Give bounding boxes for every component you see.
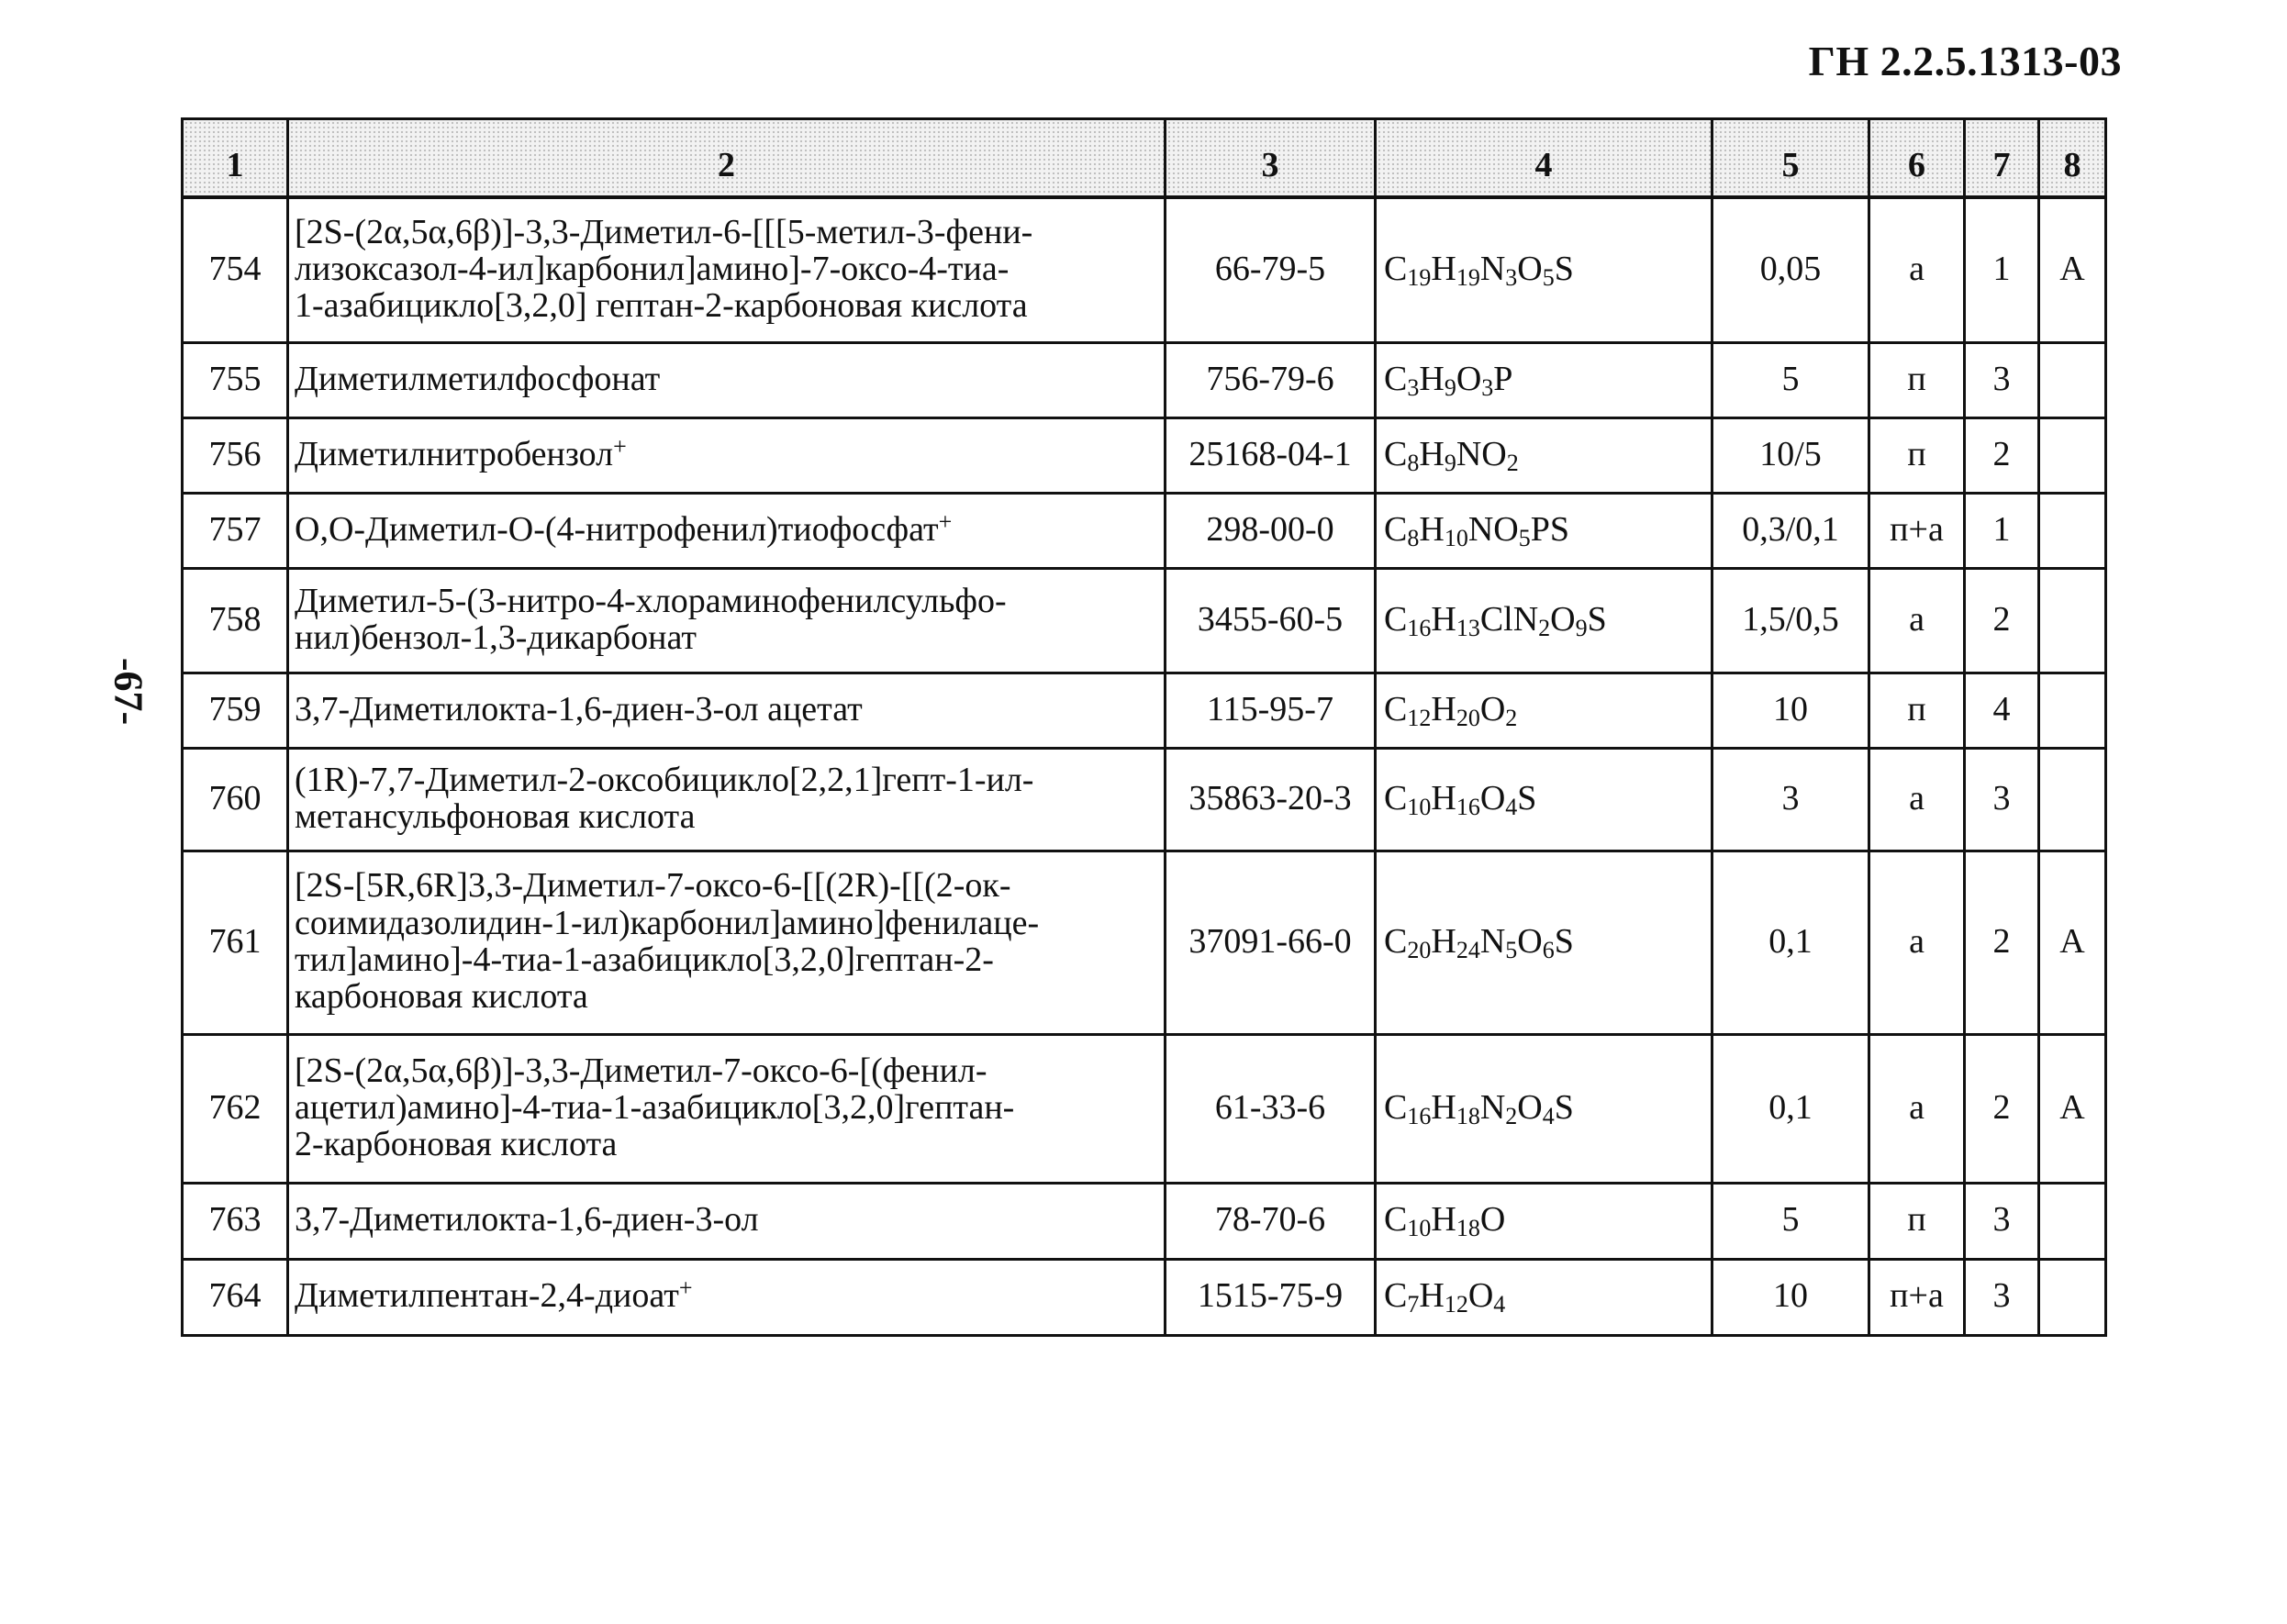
chemical-formula [1376, 851, 1712, 1034]
cas-number: 25168-04-1 [1166, 417, 1376, 493]
aggregate-state: а [1869, 1034, 1965, 1183]
aggregate-state: п [1869, 342, 1965, 417]
cas-number: 37091-66-0 [1166, 851, 1376, 1034]
col-header-note: 8 [2039, 119, 2106, 198]
formula-subscript: 7 [1407, 1291, 1420, 1318]
row-number: 760 [183, 748, 288, 851]
formula-element: S [1517, 778, 1537, 818]
limit-value: 5 [1712, 342, 1869, 417]
formula-subscript: 16 [1407, 614, 1432, 641]
formula-subscript: 20 [1456, 704, 1480, 731]
table-row [183, 748, 2106, 851]
formula-element: H [1431, 1200, 1456, 1240]
table-row [183, 417, 2106, 493]
hazard-class: 3 [1965, 1183, 2039, 1259]
formula-element: C [1384, 689, 1408, 729]
limit-value: 1,5/0,5 [1712, 568, 1869, 673]
row-number: 763 [183, 1183, 288, 1259]
limit-value: 3 [1712, 748, 1869, 851]
substance-name [288, 417, 1166, 493]
formula-subscript: 18 [1456, 1215, 1480, 1242]
hazard-class: 3 [1965, 342, 2039, 417]
formula-element: H [1431, 599, 1456, 639]
formula-element: C [1384, 1276, 1408, 1316]
hazard-class: 3 [1965, 748, 2039, 851]
row-number: 762 [183, 1034, 288, 1183]
name-superscript: + [613, 432, 627, 460]
formula-subscript: 13 [1456, 614, 1480, 641]
substance-name [288, 1259, 1166, 1335]
substance-name-text: Диметилнитробензол [295, 434, 614, 473]
substance-name [288, 197, 1166, 342]
col-header-class: 7 [1965, 119, 2039, 198]
formula-element: C [1384, 778, 1408, 818]
col-header-number: 1 [183, 119, 288, 198]
cas-number: 298-00-0 [1166, 493, 1376, 568]
formula-element: O [1479, 689, 1506, 729]
limit-value: 10/5 [1712, 417, 1869, 493]
substance-name [288, 748, 1166, 851]
formula-element: H [1419, 359, 1445, 398]
formula-element: C [1384, 1087, 1408, 1127]
formula-subscript: 5 [1542, 264, 1555, 292]
formula-element: H [1431, 1087, 1456, 1127]
name-superscript: + [678, 1274, 693, 1302]
note-mark [2039, 748, 2106, 851]
row-number: 761 [183, 851, 288, 1034]
formula-element: H [1419, 1276, 1445, 1316]
substance-name [288, 568, 1166, 673]
aggregate-state: п+а [1869, 493, 1965, 568]
formula-element: H [1431, 921, 1456, 961]
formula-element: S [1554, 921, 1574, 961]
substance-name [288, 493, 1166, 568]
formula-element: H [1431, 778, 1456, 818]
table-row [183, 673, 2106, 748]
formula-element: O [1479, 1200, 1506, 1240]
formula-subscript: 9 [1444, 449, 1456, 476]
formula-element: H [1419, 434, 1445, 473]
chemical-formula [1376, 1259, 1712, 1335]
formula-element: C [1384, 359, 1408, 398]
table-row [183, 197, 2106, 342]
table-row [183, 1259, 2106, 1335]
row-number: 756 [183, 417, 288, 493]
formula-subscript: 2 [1505, 1102, 1518, 1129]
formula-subscript: 3 [1481, 373, 1494, 401]
table-row [183, 851, 2106, 1034]
substance-name-text: О,О-Диметил-О-(4-нитрофенил)тиофосфат [295, 509, 939, 549]
formula-subscript: 16 [1456, 793, 1480, 820]
substance-name-text: [2S-[5R,6R]3,3-Диметил-7-оксо-6-[[(2R)-[[(2-ок- соимидазолидин-1-ил)карбонил]амино]фенилаце- тил]амино]-4-тиа-1-азабицикло[3,2,0]гептан-2- карбоновая кислота [295, 866, 1040, 1017]
chemical-formula [1376, 673, 1712, 748]
aggregate-state: п+а [1869, 1259, 1965, 1335]
cas-number: 61-33-6 [1166, 1034, 1376, 1183]
formula-element: H [1431, 689, 1456, 729]
chemical-formula [1376, 1183, 1712, 1259]
substance-name-text: [2S-(2α,5α,6β)]-3,3-Диметил-7-оксо-6-[(фенил- ацетил)амино]-4-тиа-1-азабицикло[3,2,0]гептан- 2-карбоновая кислота [295, 1051, 1015, 1164]
cas-number: 756-79-6 [1166, 342, 1376, 417]
cas-number: 115-95-7 [1166, 673, 1376, 748]
formula-subscript: 19 [1456, 264, 1480, 292]
formula-element: NO [1467, 509, 1519, 549]
row-number: 759 [183, 673, 288, 748]
formula-subscript: 5 [1518, 524, 1531, 551]
formula-element: H [1419, 509, 1445, 549]
cas-number: 78-70-6 [1166, 1183, 1376, 1259]
col-header-state: 6 [1869, 119, 1965, 198]
aggregate-state: а [1869, 568, 1965, 673]
formula-subscript: 10 [1407, 793, 1432, 820]
chemical-formula [1376, 1034, 1712, 1183]
page-number: -67- [106, 657, 151, 726]
substance-name-text: Диметил-5-(3-нитро-4-хлораминофенилсульфо- нил)бензол-1,3-дикарбонат [295, 581, 1007, 657]
formula-subscript: 12 [1444, 1291, 1468, 1318]
formula-subscript: 10 [1407, 1215, 1432, 1242]
cas-number: 35863-20-3 [1166, 748, 1376, 851]
formula-element: N [1479, 1087, 1506, 1127]
note-mark [2039, 493, 2106, 568]
header-row [183, 119, 2106, 198]
formula-element: H [1431, 250, 1456, 289]
formula-element: S [1554, 250, 1574, 289]
formula-element: N [1479, 921, 1506, 961]
substance-name-text: Диметилпентан-2,4-диоат [295, 1276, 679, 1316]
hazard-class: 2 [1965, 568, 2039, 673]
note-mark: А [2039, 851, 2106, 1034]
limit-value: 0,05 [1712, 197, 1869, 342]
table-row [183, 342, 2106, 417]
formula-subscript: 16 [1407, 1102, 1432, 1129]
formula-subscript: 9 [1444, 373, 1456, 401]
col-header-formula: 4 [1376, 119, 1712, 198]
hazard-class: 3 [1965, 1259, 2039, 1335]
col-header-cas: 3 [1166, 119, 1376, 198]
limit-value: 0,1 [1712, 1034, 1869, 1183]
formula-element: C [1384, 599, 1408, 639]
limit-value: 10 [1712, 1259, 1869, 1335]
document-code: ГН 2.2.5.1313-03 [1808, 38, 2122, 84]
formula-element: C [1384, 1200, 1408, 1240]
row-number: 755 [183, 342, 288, 417]
substance-name-text: Диметилметилфосфонат [295, 359, 661, 398]
formula-element: C [1384, 921, 1408, 961]
limit-value: 10 [1712, 673, 1869, 748]
col-header-value: 5 [1712, 119, 1869, 198]
formula-element: NO [1456, 434, 1507, 473]
formula-subscript: 5 [1505, 936, 1518, 963]
substance-name-text: [2S-(2α,5α,6β)]-3,3-Диметил-6-[[[5-метил-3-фени- лизоксазол-4-ил]карбонил]амино]-7-оксо-4-тиа- 1-азабицикло[3,2,0] гептан-2-карбоновая кислота [295, 212, 1033, 326]
formula-element: O [1479, 778, 1506, 818]
substance-name-text: (1R)-7,7-Диметил-2-оксобицикло[2,2,1]гепт-1-ил- метансульфоновая кислота [295, 760, 1034, 836]
aggregate-state: п [1869, 1183, 1965, 1259]
formula-subscript: 12 [1407, 704, 1432, 731]
formula-element: O [1517, 1087, 1543, 1127]
formula-subscript: 8 [1407, 524, 1420, 551]
cas-number: 66-79-5 [1166, 197, 1376, 342]
formula-subscript: 4 [1542, 1102, 1555, 1129]
note-mark [2039, 417, 2106, 493]
row-number: 758 [183, 568, 288, 673]
formula-subscript: 6 [1542, 936, 1555, 963]
substance-name-text: 3,7-Диметилокта-1,6-диен-3-ол [295, 1200, 759, 1240]
substance-name [288, 851, 1166, 1034]
limit-value: 0,1 [1712, 851, 1869, 1034]
formula-subscript: 2 [1538, 614, 1551, 641]
formula-subscript: 18 [1456, 1102, 1480, 1129]
formula-element: O [1517, 921, 1543, 961]
formula-element: O [1456, 359, 1482, 398]
aggregate-state: а [1869, 851, 1965, 1034]
formula-element: O [1517, 250, 1543, 289]
chemical-formula [1376, 568, 1712, 673]
formula-subscript: 19 [1407, 264, 1432, 292]
table-row [183, 493, 2106, 568]
hazard-class: 2 [1965, 417, 2039, 493]
note-mark [2039, 1259, 2106, 1335]
cas-number: 3455-60-5 [1166, 568, 1376, 673]
note-mark [2039, 568, 2106, 673]
chemical-formula [1376, 417, 1712, 493]
note-mark [2039, 342, 2106, 417]
chemical-formula [1376, 342, 1712, 417]
row-number: 764 [183, 1259, 288, 1335]
hazard-class: 4 [1965, 673, 2039, 748]
formula-element: P [1493, 359, 1513, 398]
formula-subscript: 4 [1493, 1291, 1506, 1318]
hazard-class: 1 [1965, 493, 2039, 568]
row-number: 757 [183, 493, 288, 568]
formula-element: S [1554, 1087, 1574, 1127]
aggregate-state: а [1869, 748, 1965, 851]
formula-element: N [1479, 250, 1506, 289]
substance-table [181, 117, 2107, 1337]
aggregate-state: п [1869, 417, 1965, 493]
note-mark [2039, 673, 2106, 748]
hazard-class: 2 [1965, 1034, 2039, 1183]
formula-subscript: 2 [1506, 449, 1519, 476]
note-mark [2039, 1183, 2106, 1259]
hazard-class: 2 [1965, 851, 2039, 1034]
substance-name-text: 3,7-Диметилокта-1,6-диен-3-ол ацетат [295, 689, 863, 729]
note-mark: А [2039, 197, 2106, 342]
formula-subscript: 24 [1456, 936, 1480, 963]
formula-subscript: 8 [1407, 449, 1420, 476]
substance-name [288, 673, 1166, 748]
chemical-formula [1376, 493, 1712, 568]
table-body [183, 197, 2106, 1335]
substance-name [288, 1034, 1166, 1183]
formula-element: C [1384, 250, 1408, 289]
formula-subscript: 9 [1575, 614, 1588, 641]
chemical-formula [1376, 197, 1712, 342]
cas-number: 1515-75-9 [1166, 1259, 1376, 1335]
formula-subscript: 3 [1407, 373, 1420, 401]
table-row [183, 1034, 2106, 1183]
formula-subscript: 10 [1444, 524, 1468, 551]
table-row [183, 568, 2106, 673]
aggregate-state: а [1869, 197, 1965, 342]
substance-name [288, 1183, 1166, 1259]
note-mark: А [2039, 1034, 2106, 1183]
formula-element: O [1550, 599, 1576, 639]
formula-subscript: 20 [1407, 936, 1432, 963]
limit-value: 5 [1712, 1183, 1869, 1259]
formula-element: ClN [1479, 599, 1539, 639]
formula-subscript: 4 [1505, 793, 1518, 820]
formula-subscript: 2 [1505, 704, 1518, 731]
formula-element: C [1384, 434, 1408, 473]
aggregate-state: п [1869, 673, 1965, 748]
formula-element: O [1467, 1276, 1494, 1316]
formula-element: PS [1530, 509, 1569, 549]
formula-element: C [1384, 509, 1408, 549]
col-header-name: 2 [288, 119, 1166, 198]
row-number: 754 [183, 197, 288, 342]
chemical-formula [1376, 748, 1712, 851]
substance-name [288, 342, 1166, 417]
table-row [183, 1183, 2106, 1259]
hazard-class: 1 [1965, 197, 2039, 342]
name-superscript: + [938, 507, 953, 535]
formula-element: S [1587, 599, 1607, 639]
limit-value: 0,3/0,1 [1712, 493, 1869, 568]
formula-subscript: 3 [1505, 264, 1518, 292]
